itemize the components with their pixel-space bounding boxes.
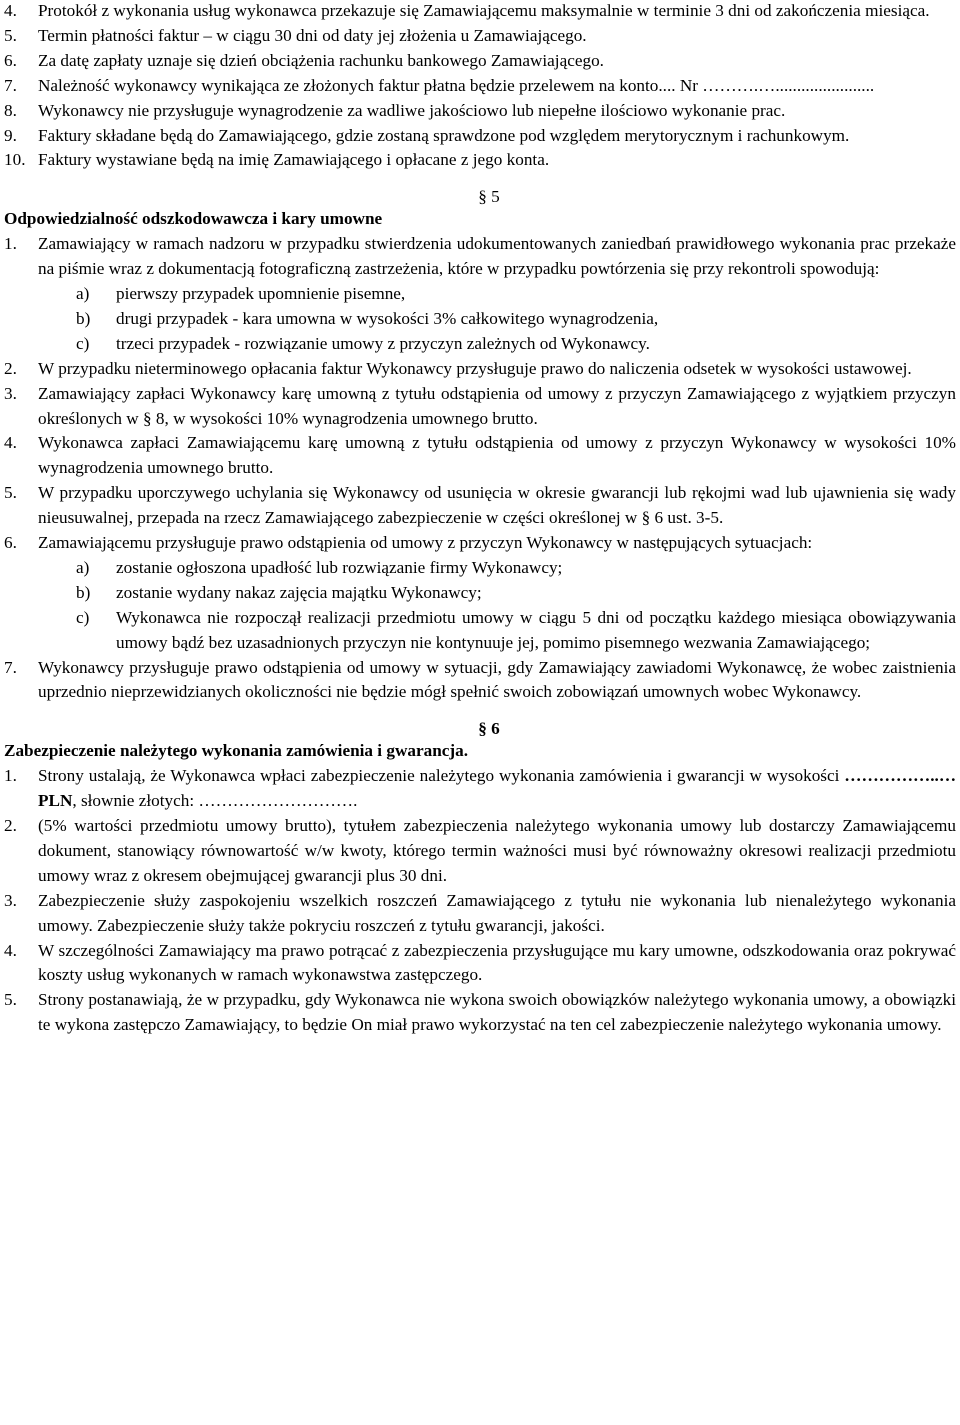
item-text: Wykonawcy nie przysługuje wynagrodzenie za wadliwe jakościowo lub niepełne ilościowo wykonanie prac. <box>38 100 786 120</box>
item-text: W przypadku nieterminowego opłacania faktur Wykonawcy przysługuje prawo do naliczenia odsetek w wysokości ustawowej. <box>38 358 912 378</box>
item-number: 5. <box>4 25 17 45</box>
item-text: Faktury wystawiane będą na imię Zamawiającego i opłacane z jego konta. <box>38 150 550 170</box>
item-text: Zabezpieczenie służy zaspokojeniu wszelkich roszczeń Zamawiającego z tytułu nie wykonania lub nienależytego wykonania umowy. Zabezpieczenie służy także pokryciu roszczeń z tytułu gwarancji, jakości. <box>38 890 956 935</box>
sub-item-text: zostanie wydany nakaz zajęcia majątku Wykonawcy; <box>116 582 482 602</box>
item-number: 4. <box>4 940 17 960</box>
item-number: 1. <box>4 766 17 786</box>
item-number: 2. <box>4 358 17 378</box>
list-item <box>4 49 956 74</box>
list-item <box>4 939 956 989</box>
item-text-start: Strony ustalają, że Wykonawca wpłaci zabezpieczenie należytego wykonania zamówienia i gwarancji w wysokości <box>38 766 845 786</box>
list-item <box>4 656 956 706</box>
item-text: (5% wartości przedmiotu umowy brutto), tytułem zabezpieczenia należytego wykonania umowy lub dostarczy Zamawiającemu dokument, stanowiący równowartość w/w kwoty, którego termin ważności musi być równoważny okresowi realizacji przedmiotu umowy wraz z okresem obejmującej gwarancji plus 30 dni. <box>38 816 956 885</box>
item-text: W przypadku uporczywego uchylania się Wykonawcy od usunięcia w okresie gwarancji lub rękojmi wad lub ujawnienia się wady nieusuwalnej, przepada na rzecz Zamawiającego zabezpieczenie w części określonej w § 6 ust. 3-5. <box>38 483 956 528</box>
list-item <box>4 382 956 432</box>
item-text-end: , słownie złotych: ………………………. <box>72 791 358 811</box>
list-item <box>4 148 956 173</box>
sub-item <box>4 581 956 606</box>
list-item <box>4 431 956 481</box>
section-symbol: § 5 <box>478 187 500 207</box>
section-symbol: § 6 <box>478 719 500 739</box>
item-text <box>38 764 956 814</box>
list-item <box>4 357 956 382</box>
item-number: 3. <box>4 383 17 403</box>
list-item <box>4 988 956 1038</box>
sub-item-letter: b) <box>76 308 91 328</box>
security-amount-blank: ……………..… PLN <box>38 766 956 811</box>
list-item <box>4 232 956 282</box>
item-text: Zamawiający zapłaci Wykonawcy karę umowną z tytułu odstąpienia od umowy z przyczyn Zamawiającego z wyjątkiem przyczyn określonych w § 8, w wysokości 10% wynagrodzenia umownego brutto. <box>38 383 956 428</box>
sub-item-letter: c) <box>76 607 90 627</box>
sub-item <box>4 332 956 357</box>
item-number: 6. <box>4 533 17 553</box>
item-number: 4. <box>4 1 17 20</box>
sub-item <box>4 606 956 656</box>
list-item <box>4 764 956 814</box>
item-number: 3. <box>4 890 17 910</box>
item-number: 9. <box>4 125 17 145</box>
list-item <box>4 481 956 531</box>
item-number: 5. <box>4 483 17 503</box>
sub-item <box>4 307 956 332</box>
list-item <box>4 0 956 24</box>
list-item <box>4 24 956 49</box>
item-text: Wykonawcy przysługuje prawo odstąpienia od umowy w sytuacji, gdy Zamawiający zawiadomi Wykonawcę, że wobec zaistnienia uprzednio nieprzewidzianych okoliczności nie będzie mógł spełnić swoich zobowiązań umownych wobec Wykonawcy. <box>38 657 956 702</box>
item-text: Wykonawca zapłaci Zamawiającemu karę umowną z tytułu odstąpienia od umowy z przyczyn Wykonawcy w wysokości 10% wynagrodzenia umownego brutto. <box>38 433 956 478</box>
sub-item-letter: c) <box>76 333 90 353</box>
item-number: 5. <box>4 990 17 1010</box>
sub-item-letter: b) <box>76 582 91 602</box>
list-item <box>4 814 956 889</box>
list-item <box>4 124 956 149</box>
item-text: Zamawiającemu przysługuje prawo odstąpienia od umowy z przyczyn Wykonawcy w następujących sytuacjach: <box>38 533 813 553</box>
item-text: Należność wykonawcy wynikająca ze złożonych faktur płatna będzie przelewem na konto.... Nr ……….…....................... <box>38 75 875 95</box>
sub-item-text: pierwszy przypadek upomnienie pisemne, <box>116 283 406 303</box>
section-5 <box>4 185 956 705</box>
sub-item-letter: a) <box>76 283 90 303</box>
list-item <box>4 889 956 939</box>
sub-item-text: drugi przypadek - kara umowna w wysokości 3% całkowitego wynagrodzenia, <box>116 308 659 328</box>
item-number: 10. <box>4 150 26 170</box>
sub-item <box>4 556 956 581</box>
section-6 <box>4 717 956 1038</box>
payment-terms-list <box>4 0 956 173</box>
item-text: Protokół z wykonania usług wykonawca przekazuje się Zamawiającemu maksymalnie w terminie 3 dni od zakończenia miesiąca. <box>38 1 930 20</box>
item-text: Strony postanawiają, że w przypadku, gdy Wykonawca nie wykona swoich obowiązków należytego wykonania umowy, a obowiązki te wykona zastępczo Zamawiający, to będzie On miał prawo wykorzystać na ten cel zabezpieczenie należytego wykonania umowy. <box>38 990 956 1035</box>
section-title: Odpowiedzialność odszkodowawcza i kary umowne <box>4 209 383 229</box>
sub-item-text: Wykonawca nie rozpoczął realizacji przedmiotu umowy w ciągu 5 dni od początku każdego miesiąca obowiązywania umowy bądź bez uzasadnionych przyczyn nie kontynuuje jej, pomimo pisemnego wezwania Zamawiającego; <box>116 607 956 652</box>
item-text: Zamawiający w ramach nadzoru w przypadku stwierdzenia udokumentowanych zaniedbań prawidłowego wykonania prac przekaże na piśmie wraz z dokumentacją fotograficzną zastrzeżenia, które w przypadku powtórzenia się przy rekontroli spowodują: <box>38 234 956 279</box>
section-title: Zabezpieczenie należytego wykonania zamówienia i gwarancja. <box>4 741 469 761</box>
sub-item <box>4 282 956 307</box>
item-number: 8. <box>4 100 17 120</box>
item-number: 1. <box>4 234 17 254</box>
list-item <box>4 99 956 124</box>
list-item <box>4 74 956 99</box>
sub-item-text: zostanie ogłoszona upadłość lub rozwiązanie firmy Wykonawcy; <box>116 557 563 577</box>
item-number: 2. <box>4 816 17 835</box>
item-number: 7. <box>4 657 17 677</box>
sub-item-text: trzeci przypadek - rozwiązanie umowy z przyczyn zależnych od Wykonawcy. <box>116 333 650 353</box>
list-item <box>4 531 956 556</box>
sub-item-letter: a) <box>76 557 90 577</box>
item-number: 7. <box>4 75 17 95</box>
item-text: Termin płatności faktur – w ciągu 30 dni od daty jej złożenia u Zamawiającego. <box>38 25 587 45</box>
item-number: 6. <box>4 50 17 70</box>
item-text: Faktury składane będą do Zamawiającego, gdzie zostaną sprawdzone pod względem merytorycznym i rachunkowym. <box>38 125 850 145</box>
item-number: 4. <box>4 433 17 453</box>
item-text: Za datę zapłaty uznaje się dzień obciążenia rachunku bankowego Zamawiającego. <box>38 50 604 70</box>
item-text: W szczególności Zamawiający ma prawo potrącać z zabezpieczenia przysługujące mu kary umowne, odszkodowania oraz pokrywać koszty usług wykonanych w ramach wykonawstwa zastępczego. <box>38 940 956 985</box>
